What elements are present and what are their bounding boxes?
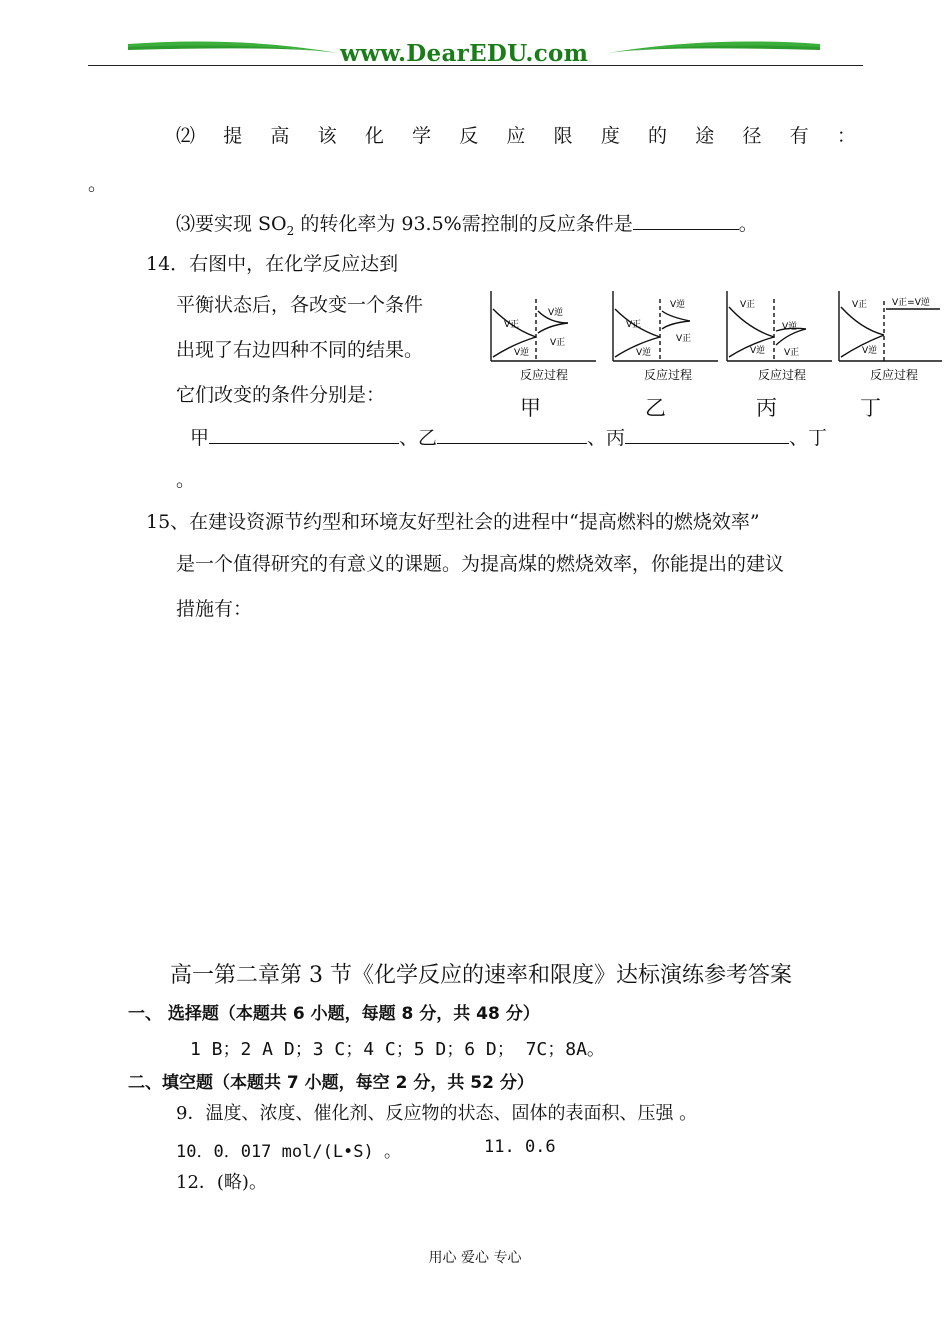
q13-part2-char: 应: [506, 125, 526, 147]
answer-12: 12．(略)。: [176, 1172, 267, 1193]
graph-bing-axis: 反应过程: [758, 368, 807, 382]
q13-part2-char: 高: [270, 125, 290, 147]
q13-part2-char: 限: [553, 125, 573, 147]
graph-yi-label-1: V正: [626, 320, 642, 330]
graph-jia-svg: [488, 289, 598, 384]
graph-jia-label-3: V逆: [548, 308, 564, 318]
graph-yi-label-4: V正: [676, 334, 692, 344]
answers-section1-heading: 一、 选择题（本题共 6 小题，每题 8 分，共 48 分）: [128, 1004, 540, 1024]
graph-bing-label-1: V正: [740, 300, 756, 310]
q14-ans-end: 。: [176, 469, 196, 491]
q14-ans-yi-label: 、乙: [399, 427, 438, 449]
q15-line3: 措施有：: [176, 598, 253, 620]
q13-part2-line: [176, 124, 856, 148]
q14-line1: 14．右图中，在化学反应达到: [146, 253, 399, 275]
q13-part2-end: 。: [88, 173, 108, 195]
graph-ding-label-3: V正=V逆: [892, 298, 930, 308]
graph-yi-svg: [610, 289, 720, 384]
graph-ding-svg: [836, 289, 944, 384]
q14-ans-jia-label: 甲: [190, 427, 210, 449]
graph-bing-label-4: V正: [784, 348, 800, 358]
q13-part2-char: 学: [412, 125, 432, 147]
q13-part2-char: 径: [742, 125, 762, 147]
header-rule: [88, 65, 863, 66]
q14-line4: 它们改变的条件分别是：: [176, 384, 386, 406]
q13-part2-char: 途: [695, 125, 715, 147]
q13-part3-prefix: ⑶要实现 SO: [176, 213, 287, 235]
answers-title: 高一第二章第 3 节《化学反应的速率和限度》达标演练参考答案: [170, 963, 792, 988]
graph-jia-label-4: V正: [550, 338, 566, 348]
q13-part3-line: [176, 211, 758, 243]
graph-yi-axis: 反应过程: [644, 368, 693, 382]
graph-ding-label-1: V正: [852, 300, 868, 310]
graph-bing-svg: [724, 289, 834, 384]
q14-blank-bing[interactable]: [625, 425, 789, 444]
graph-jia-title: 甲: [520, 396, 541, 420]
header-logo-text: www.DearEDU.com: [340, 40, 589, 67]
graph-ding-title: 丁: [860, 396, 881, 420]
graph-jia-axis: 反应过程: [520, 368, 569, 382]
graph-jia-label-2: V逆: [514, 348, 530, 358]
answer-10: 10．0．017 mol/(L•S) 。: [176, 1142, 401, 1162]
q13-part2-char: 化: [364, 125, 384, 147]
answer-11: 11. 0.6: [484, 1137, 556, 1157]
q13-part2-char: ⑵: [176, 125, 196, 147]
q13-part3-end: 。: [738, 213, 758, 235]
graph-yi-title: 乙: [645, 396, 666, 420]
q13-part3-suffix: 的转化率为 93.5%需控制的反应条件是: [294, 213, 633, 235]
q14-line2: 平衡状态后，各改变一个条件: [176, 294, 424, 316]
q14-blank-jia[interactable]: [209, 425, 399, 444]
graph-bing: [724, 289, 834, 384]
graph-yi-label-2: V逆: [636, 348, 652, 358]
graph-bing-label-2: V逆: [750, 346, 766, 356]
q14-answer-line: [190, 425, 827, 450]
q15-line2: 是一个值得研究的有意义的课题。为提高煤的燃烧效率，你能提出的建议: [176, 553, 785, 575]
answers-section2-heading: 二、填空题（本题共 7 小题，每空 2 分，共 52 分）: [128, 1073, 534, 1093]
q15-line1: 15、在建设资源节约型和环境友好型社会的进程中“提高燃料的燃烧效率”: [146, 511, 760, 533]
graph-bing-label-3: V逆: [782, 322, 798, 332]
q14-line3: 出现了右边四种不同的结果。: [176, 339, 424, 361]
q14-ans-bing-label: 、丙: [587, 427, 626, 449]
graph-ding-label-2: V逆: [862, 346, 878, 356]
q13-part3-blank[interactable]: [633, 211, 739, 230]
answers-section1-values: 1 B；2 A D；3 C；4 C；5 D；6 D； 7C；8A。: [190, 1039, 605, 1060]
q14-ans-ding-label: 、丁: [789, 427, 828, 449]
answer-9: 9．温度、浓度、催化剂、反应物的状态、固体的表面积、压强 。: [176, 1103, 698, 1124]
graph-yi-label-3: V逆: [670, 300, 686, 310]
q13-part2-char: 的: [648, 125, 668, 147]
q13-part2-char: ：: [836, 125, 856, 147]
q13-part2-char: 有: [789, 125, 809, 147]
graph-ding: [836, 289, 944, 384]
q13-part2-char: 度: [600, 125, 620, 147]
graph-bing-title: 丙: [756, 396, 777, 420]
q13-part2-char: 反: [459, 125, 479, 147]
graph-ding-axis: 反应过程: [870, 368, 919, 382]
graph-jia: [488, 289, 598, 384]
graph-jia-label-1: V正: [504, 320, 520, 330]
page-footer: 用心 爱心 专心: [428, 1250, 522, 1266]
q13-part2-char: 该: [317, 125, 337, 147]
q14-blank-yi[interactable]: [437, 425, 587, 444]
graph-yi: [610, 289, 720, 384]
q13-part2-char: 提: [223, 125, 243, 147]
q13-part3-sub: 2: [286, 223, 295, 238]
